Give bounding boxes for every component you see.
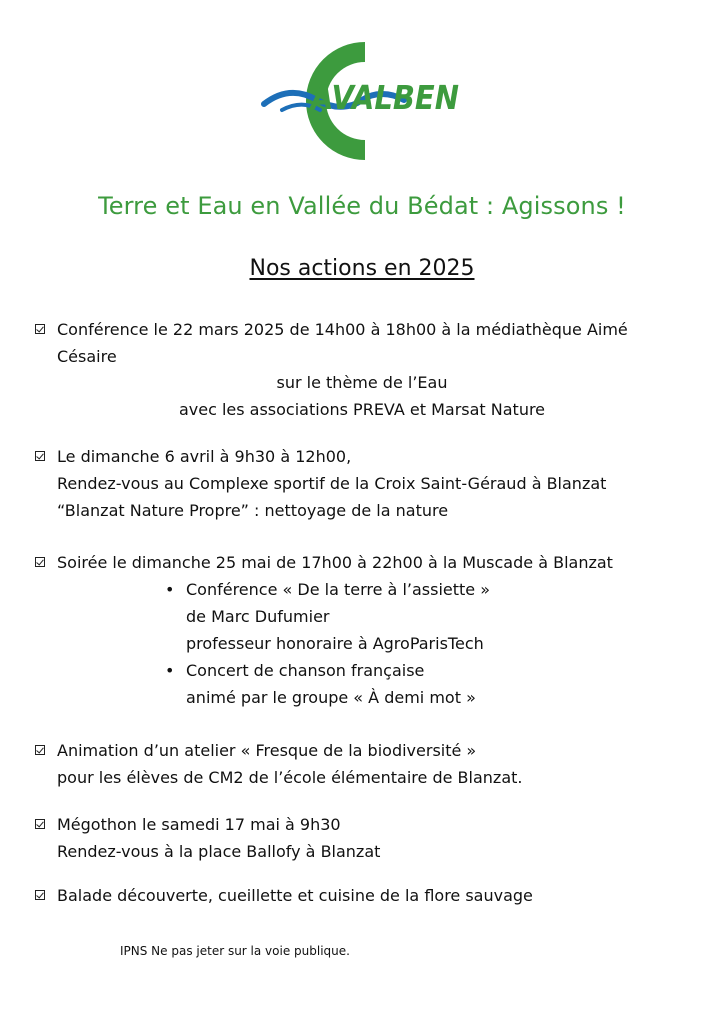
checkbox-icon	[35, 745, 45, 755]
bullet-icon: •	[165, 661, 175, 680]
action-line: Animation d’un atelier « Fresque de la biodiversité »	[57, 741, 477, 760]
bullet-icon: •	[165, 580, 175, 599]
action-line: pour les élèves de CM2 de l’école élémentaire de Blanzat.	[57, 768, 523, 787]
bullet-line: professeur honoraire à AgroParisTech	[186, 634, 484, 653]
action-line: “Blanzat Nature Propre” : nettoyage de la nature	[57, 501, 449, 520]
action-line: Mégothon le samedi 17 mai à 9h30	[57, 815, 341, 834]
page-heading: Nos actions en 2025	[249, 256, 475, 281]
action-line-centered: avec les associations PREVA et Marsat Nature	[178, 400, 546, 419]
checkbox-icon	[35, 890, 45, 900]
bullet-line: de Marc Dufumier	[186, 607, 330, 626]
action-line-centered: sur le thème de l’Eau	[276, 373, 448, 392]
checkbox-icon	[35, 557, 45, 567]
action-line: Soirée le dimanche 25 mai de 17h00 à 22h00 à la Muscade à Blanzat	[57, 553, 613, 572]
bullet-line: Concert de chanson française	[186, 661, 425, 680]
subtitle: Terre et Eau en Vallée du Bédat : Agissons !	[98, 192, 626, 220]
action-line: Conférence le 22 mars 2025 de 14h00 à 18h00 à la médiathèque Aimé	[57, 320, 628, 339]
logo-wordmark: AVALBEN	[308, 78, 459, 117]
action-line: Rendez-vous à la place Ballofy à Blanzat	[57, 842, 381, 861]
footer-note: IPNS Ne pas jeter sur la voie publique.	[120, 944, 350, 958]
bullet-line: Conférence « De la terre à l’assiette »	[186, 580, 490, 599]
action-line: Rendez-vous au Complexe sportif de la Croix Saint-Géraud à Blanzat	[57, 474, 607, 493]
avalben-logo	[262, 38, 462, 164]
action-line: Le dimanche 6 avril à 9h30 à 12h00,	[57, 447, 352, 466]
checkbox-icon	[35, 451, 45, 461]
action-line: Balade découverte, cueillette et cuisine de la flore sauvage	[57, 886, 533, 905]
checkbox-icon	[35, 819, 45, 829]
action-line: Césaire	[57, 347, 117, 366]
checkbox-icon	[35, 324, 45, 334]
bullet-line: animé par le groupe « À demi mot »	[186, 688, 476, 707]
